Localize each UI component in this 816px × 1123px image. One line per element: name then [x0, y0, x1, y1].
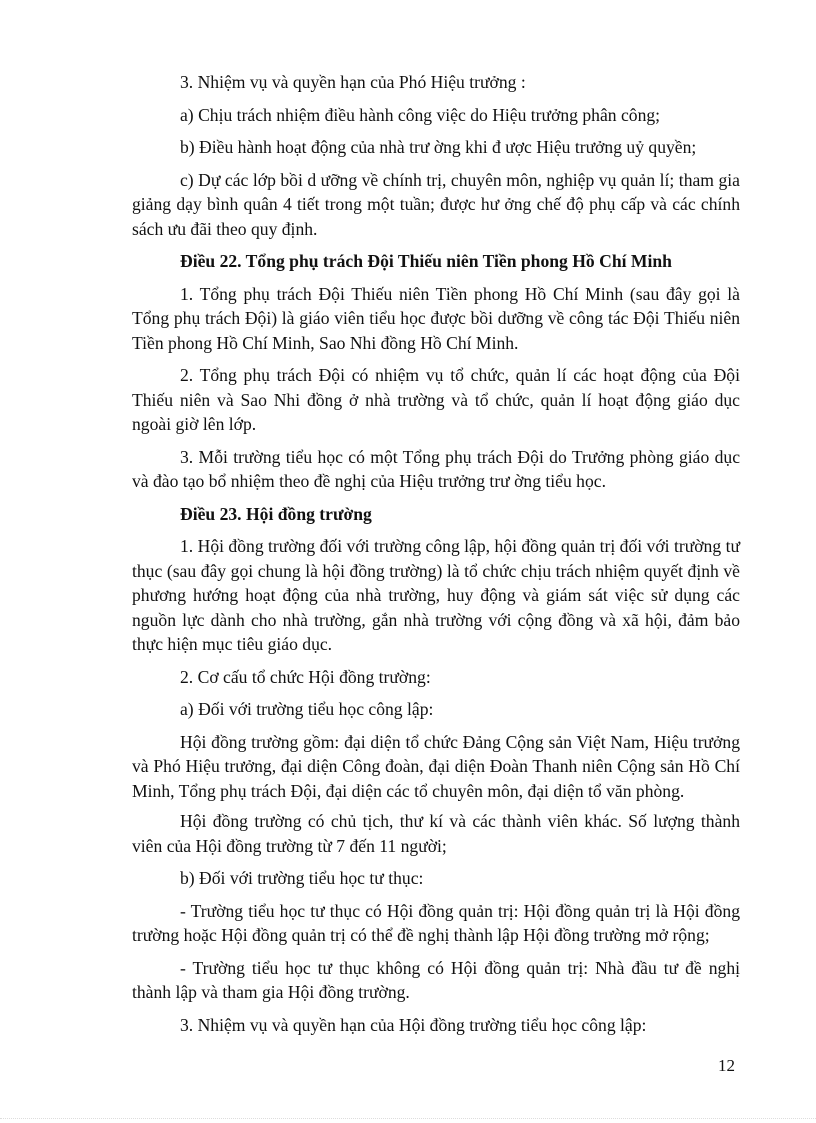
document-page-body: [132, 70, 740, 1045]
paragraph: 2. Tổng phụ trách Đội có nhiệm vụ tổ chức, quản lí các hoạt động của Đội Thiếu niên và Sao Nhi đồng ở nhà trường và tổ chức, quản lí hoạt động giáo dục ngoài giờ lên lớp.: [132, 365, 740, 434]
paragraph: a) Chịu trách nhiệm điều hành công việc do Hiệu trưởng phân công;: [180, 104, 661, 125]
paragraph: 2. Cơ cấu tổ chức Hội đồng trường:: [180, 666, 431, 687]
article-heading: Điều 23. Hội đồng trường: [180, 503, 372, 524]
paragraph: a) Đối với trường tiểu học công lập:: [180, 699, 434, 719]
paragraph: Hội đồng trường có chủ tịch, thư kí và các thành viên khác. Số lượng thành viên của Hội đồng trường từ 7 đến 11 người;: [132, 811, 740, 856]
paragraph: 3. Mỗi trường tiểu học có một Tổng phụ trách Đội do Trưởng phòng giáo dục và đào tạo bổ nhiệm theo đề nghị của Hiệu trưởng trư ờng tiểu học.: [132, 446, 740, 491]
paragraph: - Trường tiểu học tư thục không có Hội đồng quản trị: Nhà đầu tư đề nghị thành lập và tham gia Hội đồng trường.: [132, 957, 740, 1002]
paragraph: - Trường tiểu học tư thục có Hội đồng quản trị: Hội đồng quản trị là Hội đồng trường hoặc Hội đồng quản trị có thể đề nghị thành lập Hội đồng trường mở rộng;: [132, 900, 740, 945]
paragraph: 1. Hội đồng trường đối với trường công lập, hội đồng quản trị đối với trường tư thục (sau đây gọi chung là hội đồng trường) là tổ chức chịu trách nhiệm quyết định về phương hướng hoạt động của nhà trường, huy động và giám sát việc sử dụng các nguồn lực dành cho nhà trường, gắn nhà trường với cộng đồng và xã hội, đảm bảo thực hiện mục tiêu giáo dục.: [132, 536, 740, 654]
paragraph: 1. Tổng phụ trách Đội Thiếu niên Tiền phong Hồ Chí Minh (sau đây gọi là Tổng phụ trách Đội) là giáo viên tiểu học được bồi dưỡng về công tác Đội Thiếu niên Tiền phong Hồ Chí Minh, Sao Nhi đồng Hồ Chí Minh.: [132, 283, 740, 353]
paragraph: b) Đối với trường tiểu học tư thục:: [180, 868, 424, 888]
paragraph: b) Điều hành hoạt động của nhà trư ờng khi đ ược Hiệu trưởng uỷ quyền;: [180, 137, 697, 157]
paragraph: Hội đồng trường gồm: đại diện tổ chức Đảng Cộng sản Việt Nam, Hiệu trưởng và Phó Hiệu trưởng, đại diện Công đoàn, đại diện Đoàn Thanh niên Cộng sản Hồ Chí Minh, Tổng phụ trách Đội, đại diện các tổ chuyên môn, đại diện tổ văn phòng.: [132, 731, 740, 801]
page-bottom-divider: [0, 1118, 816, 1119]
paragraph: c) Dự các lớp bồi d ưỡng về chính trị, chuyên môn, nghiệp vụ quản lí; tham gia giảng dạy bình quân 4 tiết trong một tuần; được hư ởng chế độ phụ cấp và các chính sách ưu đãi theo quy định.: [132, 169, 740, 239]
article-heading: Điều 22. Tổng phụ trách Đội Thiếu niên Tiền phong Hồ Chí Minh: [180, 251, 672, 271]
page-number: 12: [718, 1056, 735, 1075]
paragraph: 3. Nhiệm vụ và quyền hạn của Phó Hiệu trưởng :: [180, 72, 526, 92]
paragraph: 3. Nhiệm vụ và quyền hạn của Hội đồng trường tiểu học công lập:: [180, 1014, 647, 1035]
